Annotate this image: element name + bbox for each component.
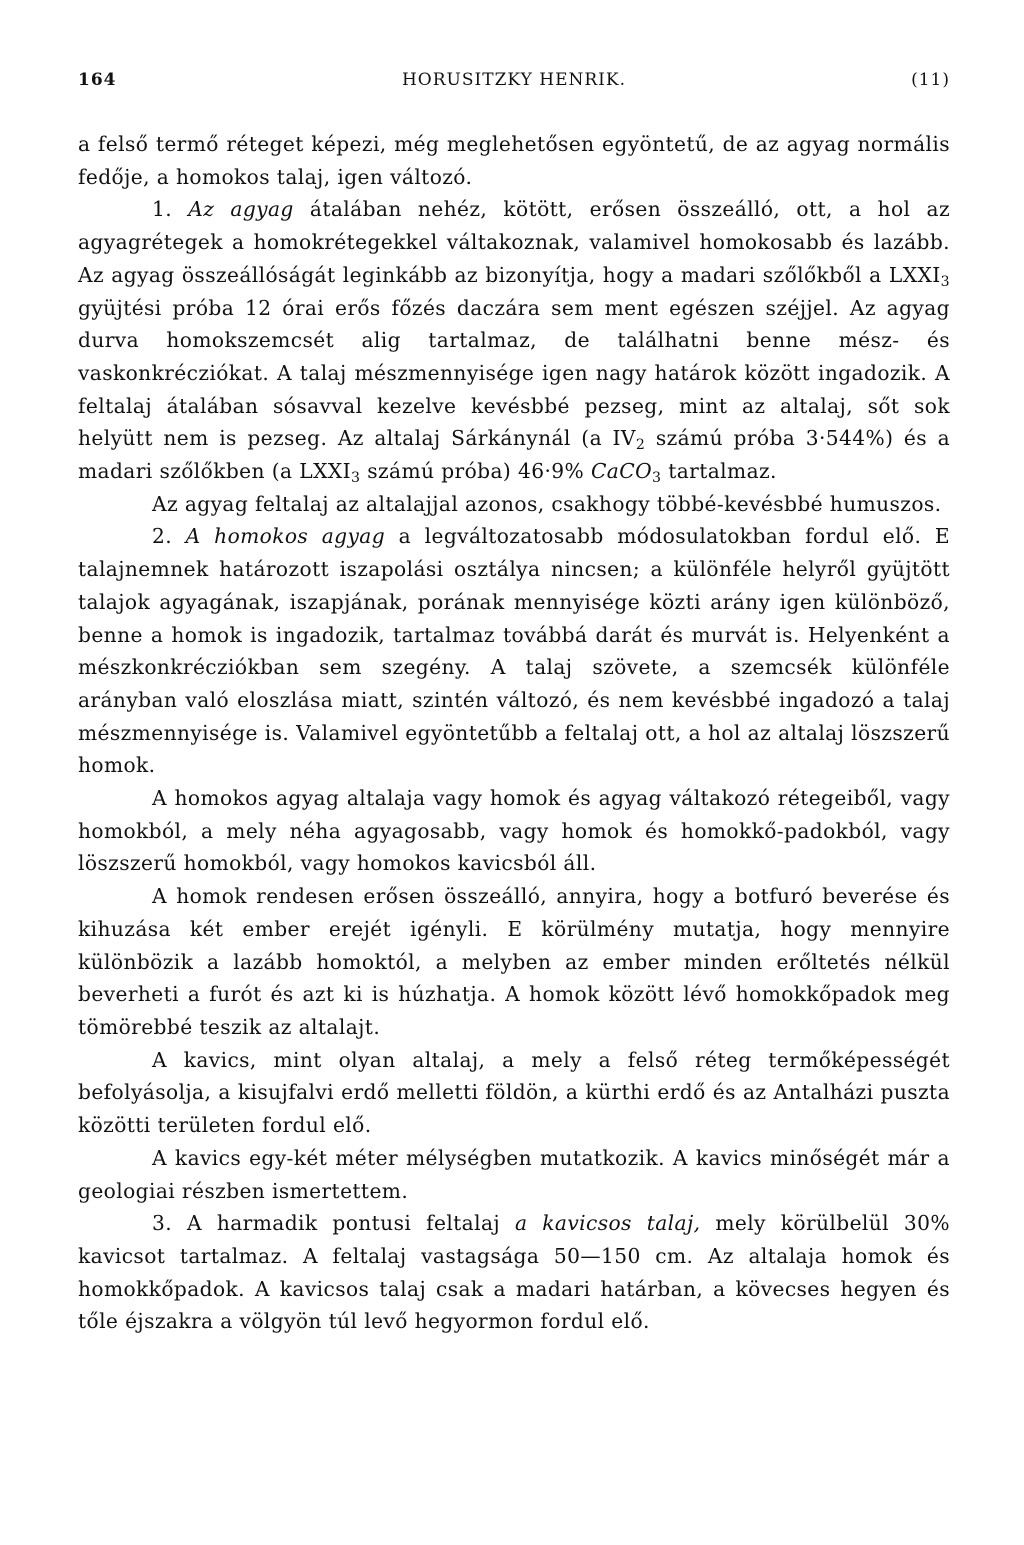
paragraph-text: a felső termő réteget képezi, még meglehetősen egyöntetű, de az agyag normális fedője, a homokos talaj, igen változó.: [78, 132, 950, 189]
paragraph-9: [78, 1207, 950, 1338]
paragraph-text: mely körülbelül 30% kavicsot tartalmaz. A feltalaj vastagsága 50—150 cm. Az altalaja homok és homokkőpadok. A kavicsos talaj csak a madari határban, a kövecses hegyen és tőle éjszakra a völgyön túl levő hegyormon fordul elő.: [78, 1211, 950, 1334]
subscript: 2: [635, 437, 646, 454]
paragraph-text: számú próba) 46·9%: [360, 459, 591, 484]
paragraph-text: számú próba 3·544%) és a madari szőlőkben (a LXXI: [78, 426, 951, 484]
paragraph-5: [78, 782, 950, 880]
paragraph-text: 2.: [152, 524, 186, 549]
paragraph-text: a legváltozatosabb módosulatokban fordul elő. E talajnemnek határozott iszapolási osztálya nincsen; a különféle helyről gyüjtött talajok agyagának, iszapjának, porának mennyisége közti arány igen különböző, benne a homok is ingadozik, tartalmaz továbbá darát és murvát is. Helyenként a mészkonkrécziókban sem szegény. A talaj szövete, a szemcsék különféle arányban való eloszlása miatt, szintén változó, és nem kevésbbé ingadozó a talaj mészmennyisége is. Valamivel egyöntetűbb a feltalaj ott, a hol az altalaj löszszerű homok.: [78, 524, 950, 778]
running-title: HORUSITZKY HENRIK.: [401, 70, 626, 90]
paragraph-text: 1.: [152, 197, 189, 222]
paragraph-1: [78, 128, 950, 193]
page-number: 164: [78, 70, 117, 90]
paragraph-4: [78, 520, 950, 782]
chemical-formula: CaCO: [590, 459, 653, 484]
paragraph-6: [78, 880, 950, 1044]
paragraph-text: gyüjtési próba 12 órai erős főzés daczára sem ment egészen széjjel. Az agyag durva homokszemcsét alig tartalmaz, de találhatni benne mész- és vaskonkrécziókat. A talaj mészmennyisége igen nagy határok között ingadozik. A feltalaj átalában sósavval kezelve kevésbbé pezseg, mint az altalaj, sőt sok helyütt nem is pezseg. Az altalaj Sárkánynál (a IV: [78, 295, 950, 451]
paragraph-text: A homokos agyag altalaja vagy homok és agyag váltakozó rétegeiből, vagy homokból, a mely néha agyagosabb, vagy homok és homokkő-padokból, vagy löszszerű homokból, vagy homokos kavicsból áll.: [78, 786, 950, 876]
paragraph-text: A kavics, mint olyan altalaj, a mely a felső réteg termőképességét befolyásolja, a kisujfalvi erdő melletti földön, a kürthi erdő és az Antalházi puszta közötti területen fordul elő.: [78, 1047, 950, 1138]
paragraph-text: A kavics egy-két méter mélységben mutatkozik. A kavics minőségét már a geologiai részben ismertettem.: [78, 1145, 950, 1203]
heading-term: A homokos agyag: [185, 524, 386, 549]
paragraph-text: 3. A harmadik pontusi feltalaj: [152, 1211, 515, 1236]
heading-term: Az agyag: [188, 197, 294, 222]
paragraph-7: [78, 1044, 950, 1142]
paragraph-2: [78, 193, 950, 487]
subscript: 3: [351, 470, 361, 487]
paragraph-8: [78, 1142, 950, 1207]
paragraph-text: tartalmaz.: [661, 459, 777, 484]
subscript: 3: [940, 274, 950, 291]
heading-term: a kavicsos talaj,: [514, 1211, 701, 1236]
section-number: (11): [911, 70, 950, 90]
running-header: [78, 70, 950, 100]
subscript: 3: [652, 470, 662, 487]
paragraph-text: átalában nehéz, kötött, erősen összeálló, ott, a hol az agyagrétegek a homokrétegekkel váltakoznak, valamivel homokosabb és lazább. Az agyag összeállóságát leginkább az bizonyítja, hogy a madari szőlőkből a LXXI: [78, 197, 950, 287]
paragraph-text: Az agyag feltalaj az altalajjal azonos, csakhogy többé-kevésbbé humuszos.: [152, 491, 942, 516]
paragraph-text: A homok rendesen erősen összeálló, annyira, hogy a botfuró beverése és kihuzása két ember erejét igényli. E körülmény mutatja, hogy mennyire különbözik a lazább homoktól, a melyben az ember minden erőltetés nélkül beverheti a furót és azt ki is húzhatja. A homok között lévő homokkőpadok meg tömörebbé teszik az altalajt.: [78, 884, 950, 1039]
body-text: [78, 128, 950, 1338]
paragraph-3: [78, 488, 950, 521]
